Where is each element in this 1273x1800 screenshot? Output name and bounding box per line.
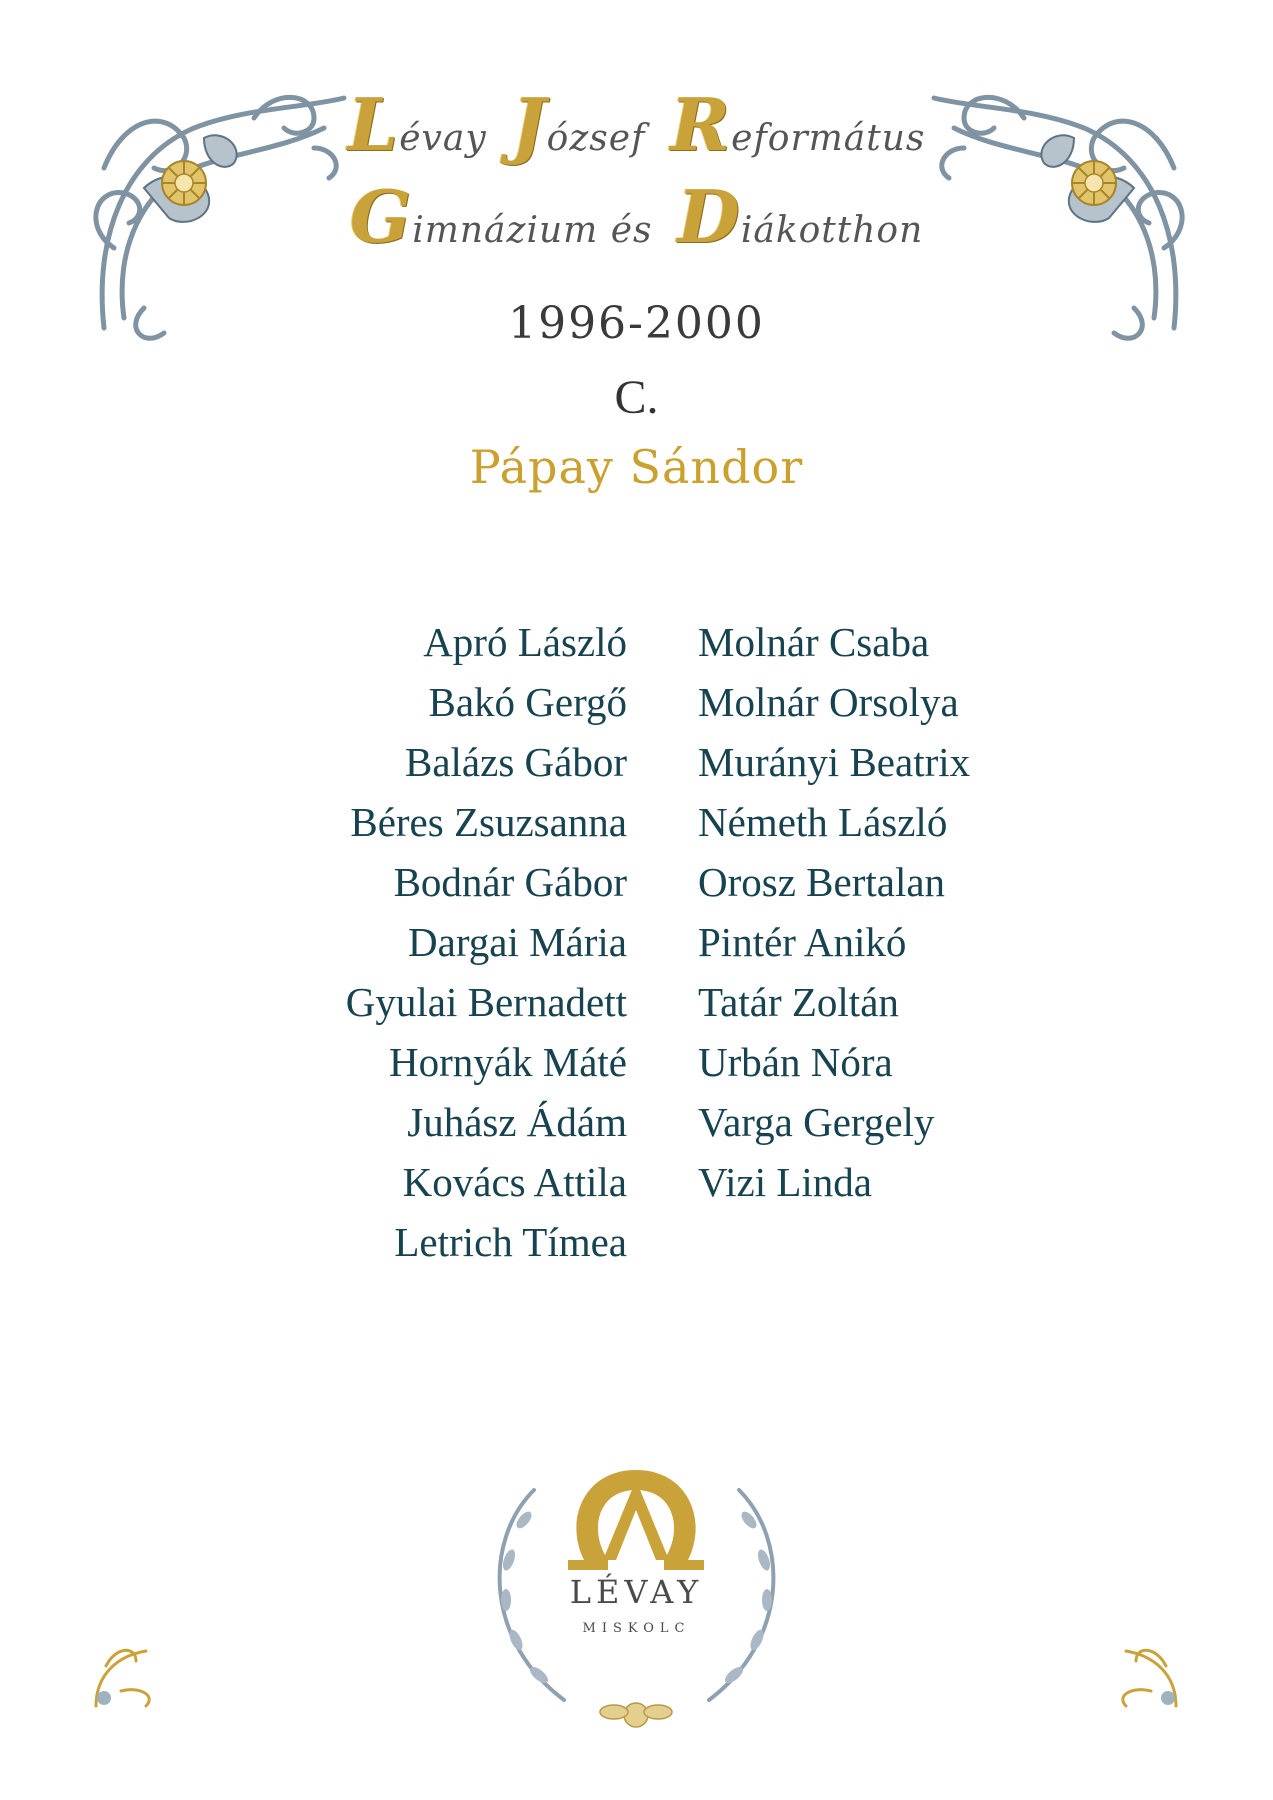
- student-name: Molnár Csaba: [698, 619, 930, 665]
- student-name: Pintér Anikó: [698, 919, 907, 965]
- student-name: Urbán Nóra: [698, 1039, 893, 1085]
- school-initial: R: [670, 82, 732, 167]
- student-name: Balázs Gábor: [405, 739, 627, 785]
- student-name: Bodnár Gábor: [393, 859, 627, 905]
- crest-city: MISKOLC: [582, 1621, 691, 1636]
- school-word: eformátus: [731, 118, 926, 159]
- student-name: Varga Gergely: [698, 1099, 935, 1145]
- student-name: Kovács Attila: [402, 1159, 627, 1205]
- student-name: Letrich Tímea: [394, 1219, 627, 1265]
- alpha-omega-icon: [568, 1470, 704, 1570]
- student-name: Tatár Zoltán: [698, 979, 899, 1025]
- corner-ornament-bottom-right: [1106, 1636, 1186, 1716]
- school-name-line-2: [0, 174, 1273, 259]
- school-word: évay: [399, 118, 487, 159]
- school-name-line-1: [0, 82, 1273, 167]
- student-list-right: [698, 612, 970, 1212]
- student-name: Dargai Mária: [408, 919, 627, 965]
- corner-ornament-bottom-left: [86, 1636, 166, 1716]
- student-name: Orosz Bertalan: [698, 859, 946, 905]
- student-name: Molnár Orsolya: [698, 679, 959, 725]
- student-name: Vizi Linda: [698, 1159, 873, 1205]
- student-name: Németh László: [698, 799, 948, 845]
- school-word: imnázium és: [412, 210, 653, 251]
- school-initial: G: [349, 174, 413, 259]
- crest-name: LÉVAY: [569, 1573, 704, 1611]
- school-word: iákotthon: [740, 210, 924, 251]
- school-word: ózsef: [546, 118, 646, 159]
- school-initial: L: [347, 82, 400, 167]
- class-years: 1996-2000: [508, 298, 765, 349]
- student-name: Hornyák Máté: [389, 1039, 627, 1085]
- student-name: Gyulai Bernadett: [345, 979, 627, 1025]
- class-letter: C.: [614, 371, 659, 424]
- student-name: Bakó Gergő: [428, 679, 627, 725]
- student-name: Béres Zsuzsanna: [350, 799, 627, 845]
- student-name: Murányi Beatrix: [698, 739, 971, 785]
- school-initial: J: [511, 82, 547, 167]
- school-initial: D: [677, 174, 741, 259]
- student-name: Apró László: [423, 619, 627, 665]
- student-name: Juhász Ádám: [407, 1099, 627, 1145]
- class-teacher: Pápay Sándor: [469, 440, 804, 494]
- ribbon-flower-icon: [600, 1703, 672, 1727]
- student-list-left: [346, 612, 627, 1272]
